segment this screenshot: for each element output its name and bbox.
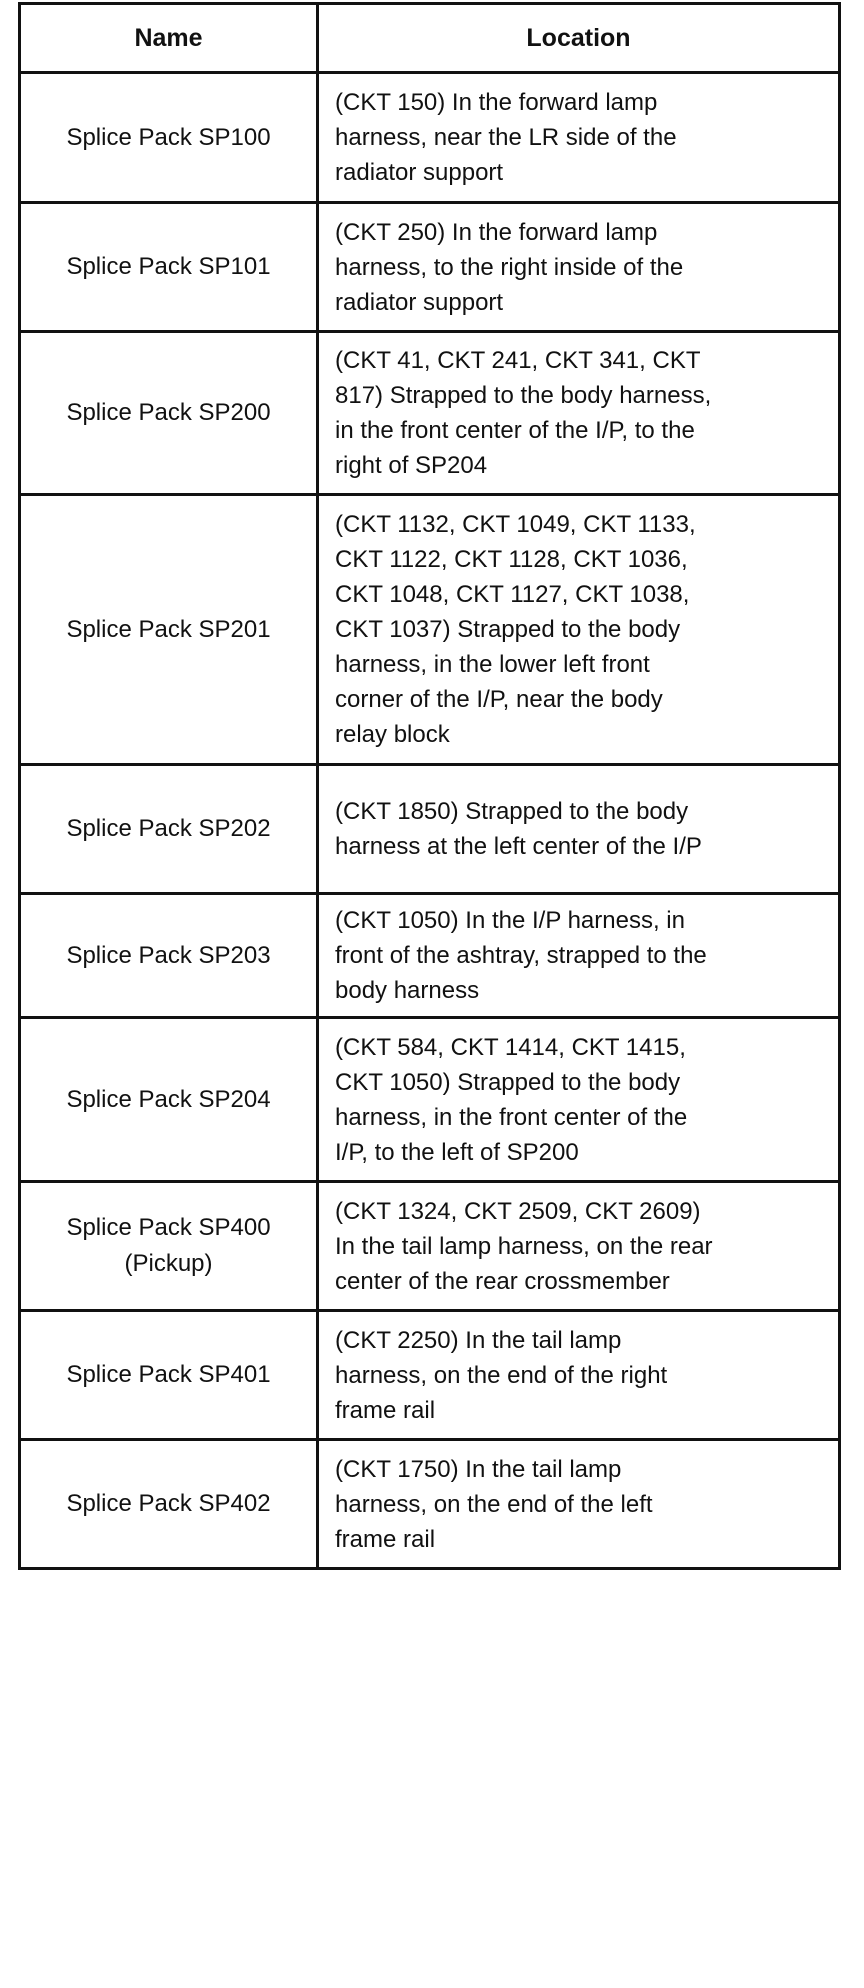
- location-line: I/P, to the left of SP200: [335, 1138, 579, 1166]
- location-cell: [318, 1311, 840, 1440]
- name-cell: [20, 1182, 318, 1311]
- header-row: [20, 4, 840, 73]
- splice-pack-name: Splice Pack SP100: [66, 123, 271, 151]
- table-row: [20, 765, 840, 894]
- name-cell: [20, 1018, 318, 1182]
- location-line: body harness: [335, 977, 480, 1004]
- location-line: radiator support: [335, 288, 504, 316]
- name-cell: [20, 73, 318, 203]
- location-line: (CKT 250) In the forward lamp: [335, 218, 658, 246]
- name-cell: [20, 765, 318, 894]
- location-cell: [318, 1440, 840, 1569]
- location-line: center of the rear crossmember: [335, 1267, 670, 1295]
- location-line: 817) Strapped to the body harness,: [335, 382, 712, 409]
- splice-pack-name: Splice Pack SP201: [66, 615, 271, 643]
- location-line: frame rail: [335, 1525, 436, 1553]
- table-row: [20, 495, 840, 765]
- splice-pack-name: Splice Pack SP204: [66, 1085, 271, 1113]
- location-line: In the tail lamp harness, on the rear: [335, 1232, 713, 1260]
- location-line: in the front center of the I/P, to the: [335, 417, 695, 444]
- location-cell: [318, 332, 840, 495]
- name-cell: [20, 1311, 318, 1440]
- table-row: [20, 73, 840, 203]
- location-line: (CKT 1750) In the tail lamp: [335, 1455, 622, 1483]
- location-line: (CKT 2250) In the tail lamp: [335, 1326, 622, 1354]
- name-cell: [20, 332, 318, 495]
- splice-pack-name: Splice Pack SP101: [66, 253, 271, 280]
- splice-pack-table: [18, 2, 841, 1570]
- table-row: [20, 203, 840, 332]
- location-line: (CKT 150) In the forward lamp: [335, 89, 658, 116]
- splice-pack-name: Splice Pack SP203: [66, 941, 271, 969]
- name-cell: [20, 1440, 318, 1569]
- splice-pack-table-container: [18, 2, 838, 1570]
- location-cell: [318, 894, 840, 1018]
- table-row: [20, 894, 840, 1018]
- name-cell: [20, 203, 318, 332]
- table-row: [20, 1182, 840, 1311]
- location-line: CKT 1050) Strapped to the body: [335, 1068, 681, 1096]
- location-line: harness, on the end of the right: [335, 1361, 668, 1389]
- table-row: [20, 332, 840, 495]
- location-line: harness, to the right inside of the: [335, 253, 684, 281]
- location-column-header: Location: [318, 4, 840, 73]
- location-line: (CKT 1050) In the I/P harness, in: [335, 907, 685, 934]
- table-row: [20, 1018, 840, 1182]
- location-line: front of the ashtray, strapped to the: [335, 942, 707, 969]
- location-line: CKT 1122, CKT 1128, CKT 1036,: [335, 546, 688, 573]
- table-body: [20, 73, 840, 1569]
- location-line: corner of the I/P, near the body: [335, 686, 663, 713]
- location-line: (CKT 584, CKT 1414, CKT 1415,: [335, 1033, 686, 1061]
- location-line: harness, near the LR side of the: [335, 124, 677, 151]
- location-line: frame rail: [335, 1396, 436, 1424]
- location-line: (CKT 1850) Strapped to the body: [335, 798, 689, 825]
- splice-pack-name: Splice Pack SP402: [66, 1490, 271, 1517]
- name-column-header: Name: [20, 4, 318, 73]
- table-row: [20, 1311, 840, 1440]
- location-line: right of SP204: [335, 452, 488, 479]
- location-cell: [318, 1182, 840, 1311]
- name-cell: [20, 495, 318, 765]
- splice-pack-name-qualifier: (Pickup): [124, 1250, 213, 1277]
- splice-pack-name: Splice Pack SP400: [66, 1214, 271, 1241]
- location-cell: [318, 1018, 840, 1182]
- location-cell: [318, 73, 840, 203]
- location-cell: [318, 203, 840, 332]
- location-line: harness, in the lower left front: [335, 651, 650, 678]
- location-line: harness, on the end of the left: [335, 1490, 653, 1518]
- location-line: harness, in the front center of the: [335, 1103, 688, 1131]
- location-line: (CKT 1324, CKT 2509, CKT 2609): [335, 1197, 701, 1225]
- location-cell: [318, 765, 840, 894]
- splice-pack-name: Splice Pack SP200: [66, 399, 271, 426]
- location-line: (CKT 41, CKT 241, CKT 341, CKT: [335, 347, 701, 374]
- splice-pack-name: Splice Pack SP401: [66, 1361, 271, 1388]
- location-line: harness at the left center of the I/P: [335, 833, 702, 860]
- location-line: radiator support: [335, 159, 504, 186]
- name-cell: [20, 894, 318, 1018]
- location-line: CKT 1048, CKT 1127, CKT 1038,: [335, 581, 690, 608]
- location-cell: [318, 495, 840, 765]
- table-row: [20, 1440, 840, 1569]
- location-line: CKT 1037) Strapped to the body: [335, 616, 681, 643]
- location-line: relay block: [335, 721, 450, 748]
- splice-pack-name: Splice Pack SP202: [66, 815, 271, 842]
- location-line: (CKT 1132, CKT 1049, CKT 1133,: [335, 511, 696, 538]
